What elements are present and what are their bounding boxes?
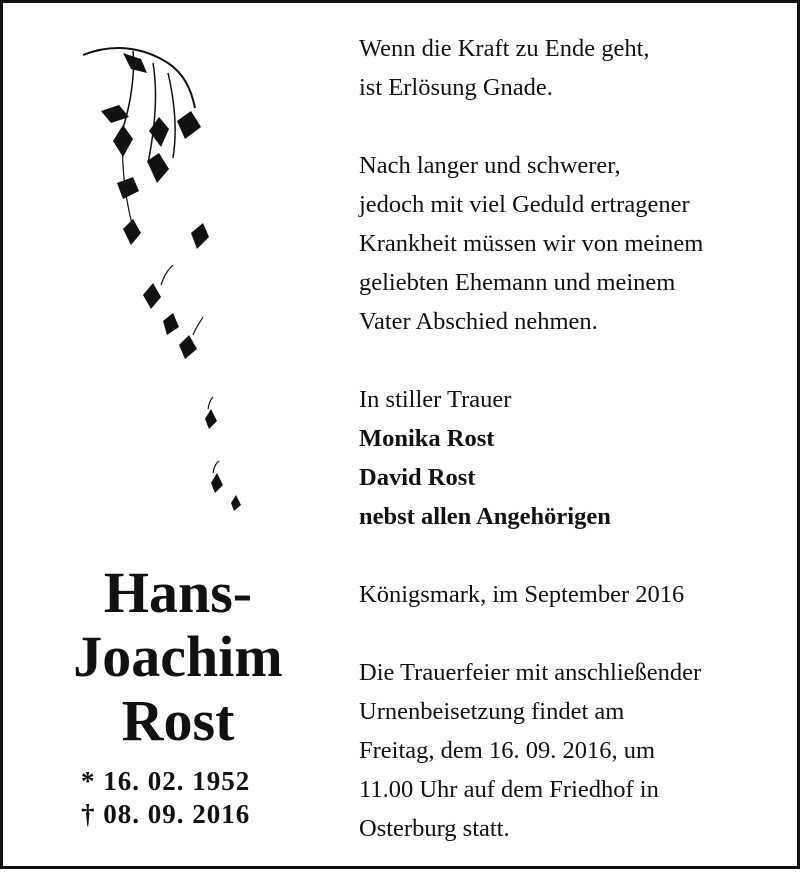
name-line-first: Hans- bbox=[103, 560, 253, 625]
deceased-name bbox=[13, 561, 343, 753]
mourners-intro: In stiller Trauer bbox=[359, 386, 512, 413]
name-line-middle: Joachim bbox=[73, 624, 283, 689]
funeral-line: Freitag, dem 16. 09. 2016, um bbox=[359, 737, 656, 764]
falling-leaves-illustration bbox=[73, 33, 273, 523]
left-column bbox=[3, 3, 333, 866]
verse-line: Wenn die Kraft zu Ende geht, bbox=[359, 35, 650, 62]
mourner-name: David Rost bbox=[359, 464, 476, 491]
farewell-message bbox=[359, 146, 789, 341]
message-line: Vater Abschied nehmen. bbox=[359, 308, 598, 335]
funeral-notice bbox=[359, 653, 789, 848]
place-date bbox=[359, 575, 789, 614]
message-line: geliebten Ehemann und meinem bbox=[359, 269, 676, 296]
funeral-line: 11.00 Uhr auf dem Friedhof in bbox=[359, 776, 659, 803]
funeral-line: Urnenbeisetzung findet am bbox=[359, 698, 625, 725]
death-date: † 08. 09. 2016 bbox=[81, 799, 251, 829]
mourner-name: Monika Rost bbox=[359, 425, 495, 452]
birth-date: * 16. 02. 1952 bbox=[81, 766, 251, 796]
funeral-line: Die Trauerfeier mit anschließender bbox=[359, 659, 702, 686]
right-column bbox=[359, 29, 789, 887]
name-line-last: Rost bbox=[121, 688, 235, 753]
verse-line: ist Erlösung Gnade. bbox=[359, 74, 553, 101]
message-line: Krankheit müssen wir von meinem bbox=[359, 230, 704, 257]
verse bbox=[359, 29, 789, 107]
message-line: Nach langer und schwerer, bbox=[359, 152, 621, 179]
life-dates bbox=[81, 765, 341, 831]
place-date-text: Königsmark, im September 2016 bbox=[359, 581, 685, 608]
funeral-line: Osterburg statt. bbox=[359, 815, 510, 842]
mourners-block bbox=[359, 380, 789, 536]
mourner-name: nebst allen Angehörigen bbox=[359, 503, 611, 530]
message-line: jedoch mit viel Geduld ertragener bbox=[359, 191, 690, 218]
